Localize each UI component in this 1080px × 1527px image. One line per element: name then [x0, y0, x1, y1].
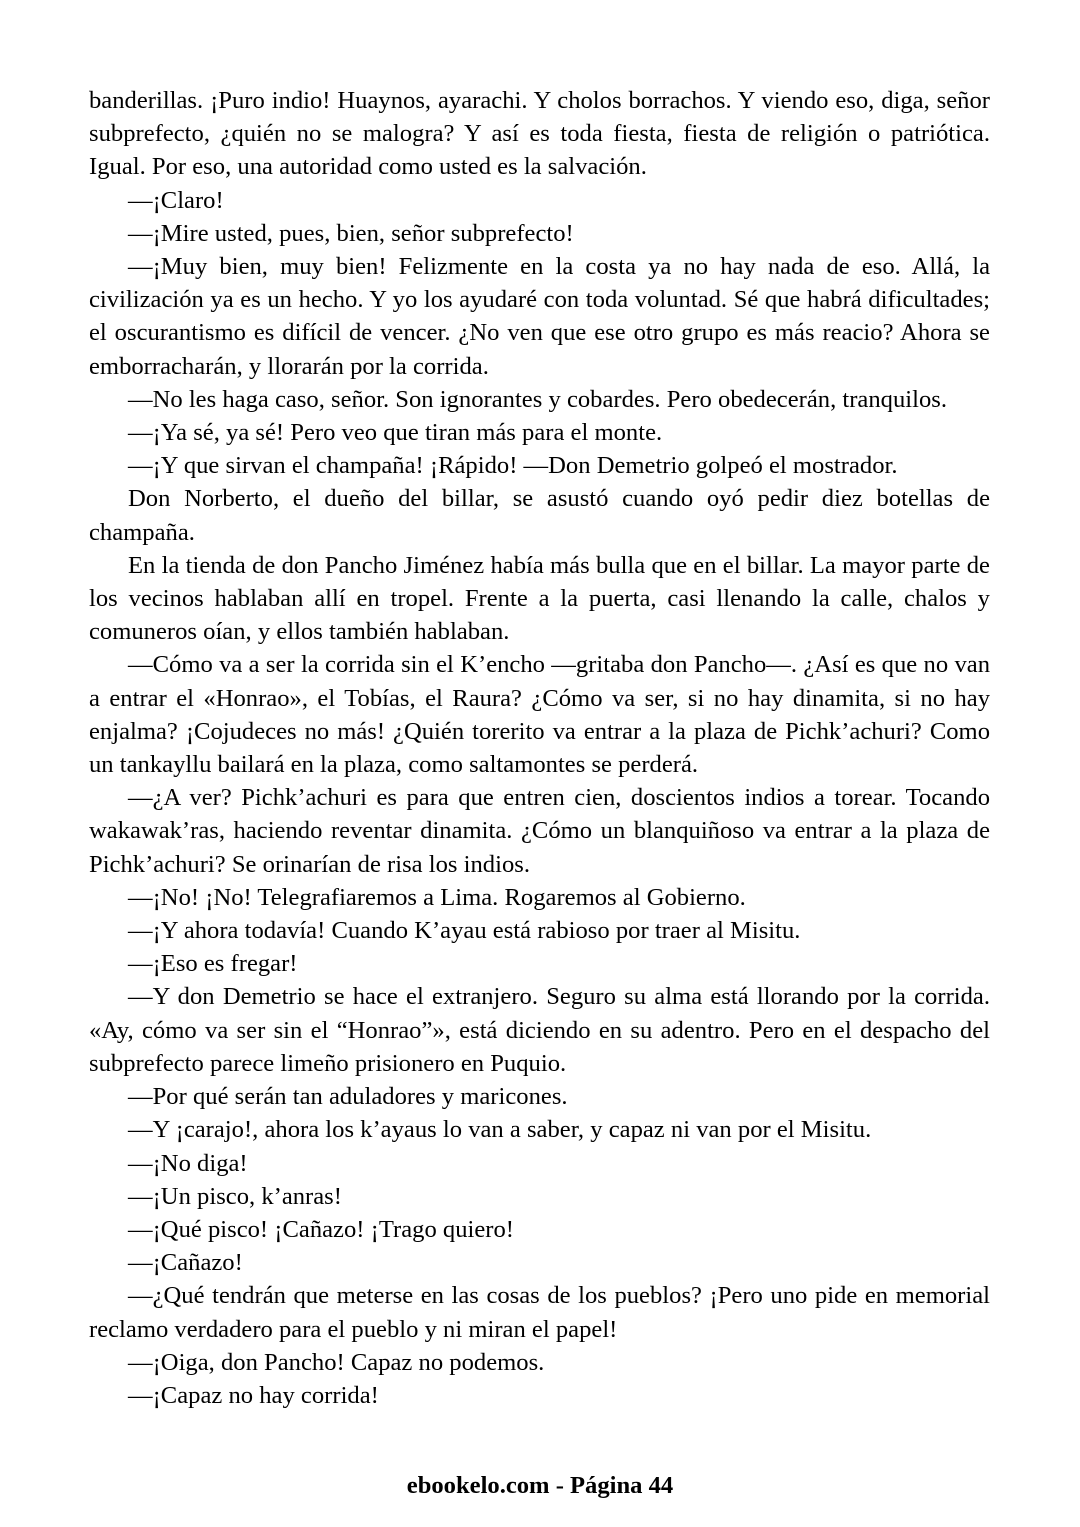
paragraph: —¡Y ahora todavía! Cuando K’ayau está rabioso por traer al Misitu. — [128, 917, 801, 945]
paragraph: —¿A ver? Pichk’achuri es para que entren cien, doscientos indios a torear. Tocando wakawak’ras, haciendo reventar dinamita. ¿Cómo un blanquiñoso va entrar a la plaza de Pichk’achuri? Se orinarían de risa los indios. — [89, 784, 990, 878]
paragraph: En la tienda de don Pancho Jiménez había más bulla que en el billar. La mayor parte de los vecinos hablaban allí en tropel. Frente a la puerta, casi llenando la calle, chalos y comuneros oían, y ellos también hablaban. — [89, 551, 990, 646]
paragraph: —¡No diga! — [128, 1149, 248, 1177]
paragraph: —¡Capaz no hay corrida! — [128, 1381, 379, 1409]
page-text-column — [89, 84, 990, 1412]
page-footer: ebookelo.com - Página 44 — [406, 1472, 674, 1499]
paragraph: banderillas. ¡Puro indio! Huaynos, ayarachi. Y cholos borrachos. Y viendo eso, diga, señor subprefecto, ¿quién no se malogra? Y así es toda fiesta, fiesta de religión o patriótica. Igual. Por eso, una autoridad como usted es la salvación. — [89, 87, 990, 181]
paragraph: —Por qué serán tan aduladores y maricones. — [128, 1083, 568, 1111]
paragraph: —Cómo va a ser la corrida sin el K’encho —gritaba don Pancho—. ¿Así es que no van a entrar el «Honrao», el Tobías, el Raura? ¿Cómo va ser, si no hay dinamita, si no hay enjalma? ¡Cojudeces no más! ¿Quién torerito va entrar a la plaza de Pichk’achuri? Como un tankayllu bailará en la plaza, como saltamontes se perderá. — [89, 651, 990, 779]
paragraph: —¡Eso es fregar! — [128, 950, 298, 978]
paragraph: —Y ¡carajo!, ahora los k’ayaus lo van a saber, y capaz ni van por el Misitu. — [128, 1116, 872, 1144]
paragraph: —¡Oiga, don Pancho! Capaz no podemos. — [128, 1348, 545, 1376]
paragraph: —¡Mire usted, pues, bien, señor subprefecto! — [128, 219, 574, 247]
paragraph: —¡Un pisco, k’anras! — [128, 1182, 342, 1210]
paragraph: —¡Muy bien, muy bien! Felizmente en la costa ya no hay nada de eso. Allá, la civilización ya es un hecho. Y yo los ayudaré con toda voluntad. Sé que habrá dificultades; el oscurantismo es difícil de vencer. ¿No ven que ese otro grupo es más reacio? Ahora se emborracharán, y llorarán por la corrida. — [89, 253, 990, 380]
paragraph: —¡Cañazo! — [128, 1249, 243, 1277]
paragraph: Don Norberto, el dueño del billar, se asustó cuando oyó pedir diez botellas de champaña. — [89, 485, 990, 546]
paragraph: —¡Ya sé, ya sé! Pero veo que tiran más para el monte. — [128, 419, 663, 447]
paragraph: —¡Y que sirvan el champaña! ¡Rápido! —Don Demetrio golpeó el mostrador. — [128, 452, 898, 480]
paragraph: —No les haga caso, señor. Son ignorantes y cobardes. Pero obedecerán, tranquilos. — [128, 385, 948, 413]
paragraph: —¡Claro! — [128, 186, 224, 214]
paragraph: —¿Qué tendrán que meterse en las cosas de los pueblos? ¡Pero uno pide en memorial reclamo verdadero para el pueblo y ni miran el papel! — [89, 1282, 990, 1343]
paragraph: —¡No! ¡No! Telegrafiaremos a Lima. Rogaremos al Gobierno. — [128, 883, 746, 911]
paragraph: —¡Qué pisco! ¡Cañazo! ¡Trago quiero! — [128, 1215, 515, 1243]
paragraph: —Y don Demetrio se hace el extranjero. Seguro su alma está llorando por la corrida. «Ay, cómo va ser sin el “Honrao”», está diciendo en su adentro. Pero en el despacho del subprefecto parece limeño prisionero en Puquio. — [89, 983, 990, 1077]
